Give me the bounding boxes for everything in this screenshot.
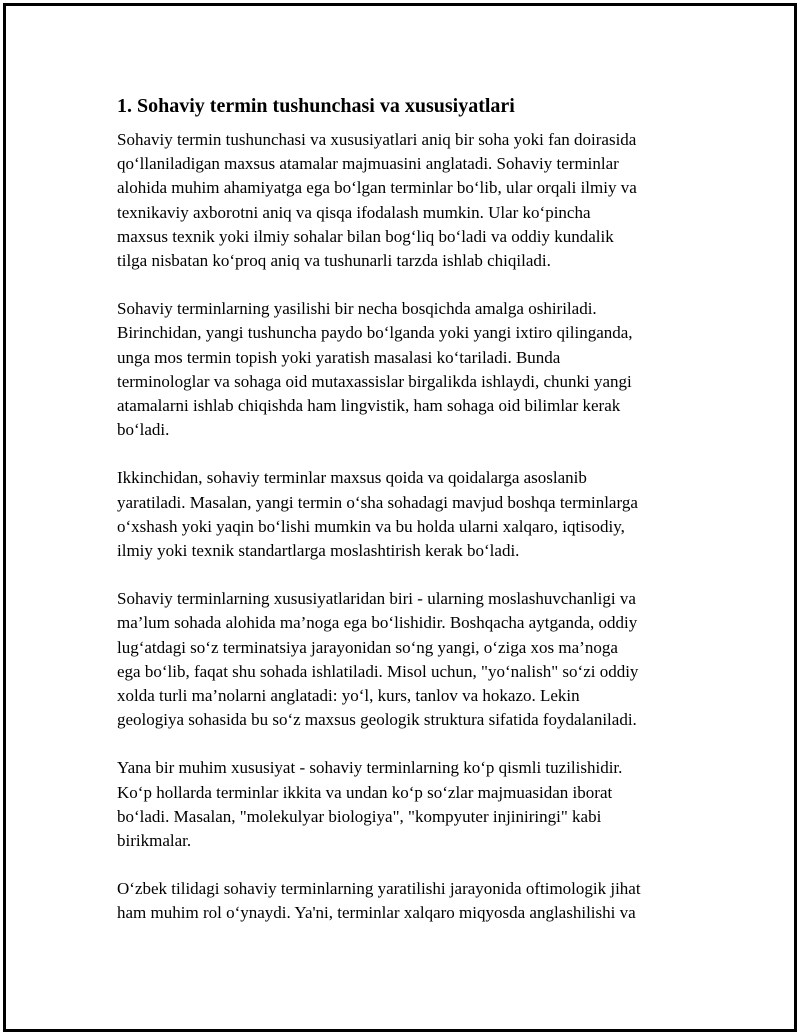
text-line: ham muhim rol o‘ynaydi. Ya'ni, terminlar xalqaro miqyosda anglashilishi va xyxy=(117,903,636,923)
text-line: tilga nisbatan ko‘proq aniq va tushunarli tarzda ishlab chiqiladi. xyxy=(117,251,551,271)
text-line: Birinchidan, yangi tushuncha paydo bo‘lganda yoki yangi ixtiro qilinganda, xyxy=(117,323,633,343)
text-line: geologiya sohasida bu so‘z maxsus geologik struktura sifatida foydalaniladi. xyxy=(117,710,637,730)
paragraph-etymology xyxy=(117,877,685,925)
text-line: xolda turli ma’nolarni anglatadi: yo‘l, kurs, tanlov va hokazo. Lekin xyxy=(117,686,580,706)
text-line: ilmiy yoki texnik standartlarga moslashtirish kerak bo‘ladi. xyxy=(117,541,520,561)
text-line: bo‘ladi. xyxy=(117,420,170,440)
text-line: Sohaviy terminlarning xususiyatlaridan biri - ularning moslashuvchanligi va xyxy=(117,589,636,609)
text-line: atamalarni ishlab chiqishda ham lingvistik, ham sohaga oid bilimlar kerak xyxy=(117,396,621,416)
text-line: birikmalar. xyxy=(117,831,192,851)
text-line: unga mos termin topish yoki yaratish masalasi ko‘tariladi. Bunda xyxy=(117,347,561,367)
paragraph-formation xyxy=(117,297,685,442)
text-line: Ko‘p hollarda terminlar ikkita va undan ko‘p so‘zlar majmuasidan iborat xyxy=(117,782,613,802)
text-line: Yana bir muhim xususiyat - sohaviy terminlarning ko‘p qismli tuzilishidir. xyxy=(117,758,623,778)
text-line: ma’lum sohada alohida ma’noga ega bo‘lishidir. Boshqacha aytganda, oddiy xyxy=(117,613,638,633)
text-line: texnikaviy axborotni aniq va qisqa ifodalash mumkin. Ular ko‘pincha xyxy=(117,202,591,222)
text-line: O‘zbek tilidagi sohaviy terminlarning yaratilishi jarayonida oftimologik jihat xyxy=(117,879,641,899)
text-line: Ikkinchidan, sohaviy terminlar maxsus qoida va qoidalarga asoslanib xyxy=(117,468,587,488)
paragraph-definition xyxy=(117,128,685,273)
text-line: yaratiladi. Masalan, yangi termin o‘sha sohadagi mavjud boshqa terminlarga xyxy=(117,492,638,512)
text-line: lug‘atdagi so‘z terminatsiya jarayonidan so‘ng yangi, o‘ziga xos ma’noga xyxy=(117,637,618,657)
text-line: o‘xshash yoki yaqin bo‘lishi mumkin va bu holda ularni xalqaro, iqtisodiy, xyxy=(117,516,625,536)
text-line: Sohaviy terminlarning yasilishi bir necha bosqichda amalga oshiriladi. xyxy=(117,299,597,319)
document-body xyxy=(117,93,685,950)
text-line: bo‘ladi. Masalan, "molekulyar biologiya", "kompyuter injiniringi" kabi xyxy=(117,806,602,826)
text-line: Sohaviy termin tushunchasi va xususiyatlari aniq bir soha yoki fan doirasida xyxy=(117,130,637,149)
text-line: maxsus texnik yoki ilmiy sohalar bilan bog‘liq bo‘ladi va oddiy kundalik xyxy=(117,226,614,246)
text-line: alohida muhim ahamiyatga ega bo‘lgan terminlar bo‘lib, ular orqali ilmiy va xyxy=(117,178,637,198)
text-line: ega bo‘lib, faqat shu sohada ishlatiladi. Misol uchun, "yo‘nalish" so‘zi oddiy xyxy=(117,661,639,681)
text-line: qo‘llaniladigan maxsus atamalar majmuasini anglatadi. Sohaviy terminlar xyxy=(117,154,619,174)
section-heading: 1. Sohaviy termin tushunchasi va xususiyatlari xyxy=(117,95,515,117)
paragraph-flexibility xyxy=(117,587,685,732)
text-line: terminologlar va sohaga oid mutaxassislar birgalikda ishlaydi, chunki yangi xyxy=(117,371,632,391)
paragraph-rules xyxy=(117,466,685,563)
paragraph-structure xyxy=(117,756,685,853)
